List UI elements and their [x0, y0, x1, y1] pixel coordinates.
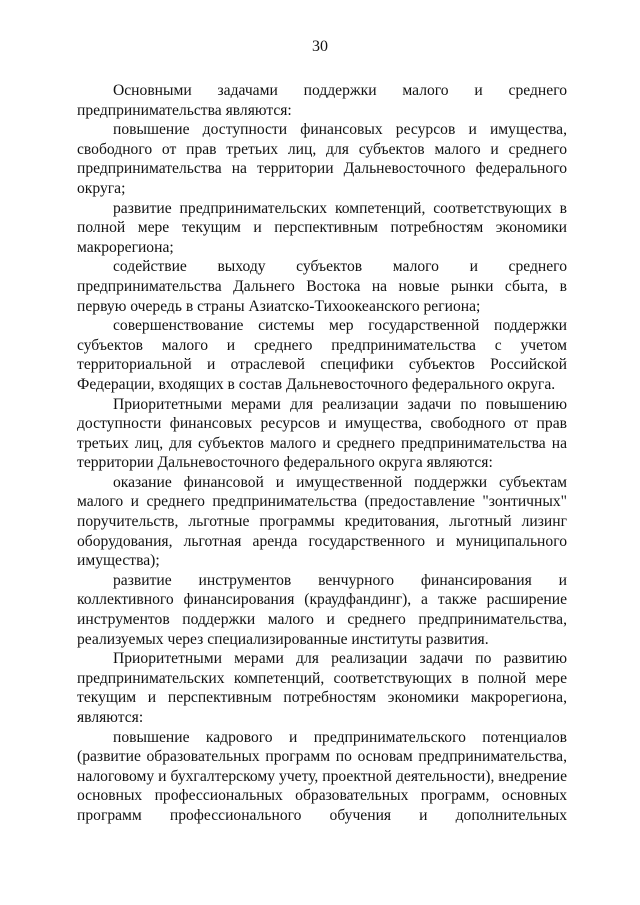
page-number: 30: [312, 38, 328, 55]
paragraph-8: развитие инструментов венчурного финансирования и коллективного финансирования (краудфандинг), а также расширение инструментов поддержки малого и среднего предпринимательства, реализуемых через специализированные институты развития.: [77, 571, 567, 648]
paragraph-6: Приоритетными мерами для реализации задачи по повышению доступности финансовых ресурсов и имущества, свободного от прав третьих лиц, для субъектов малого и среднего предпринимательства на территории Дальневосточного федерального округа являются:: [77, 395, 567, 472]
paragraph-9: Приоритетными мерами для реализации задачи по развитию предпринимательских компетенций, соответствующих в полной мере текущим и перспективным потребностям экономики макрорегиона, являются:: [77, 650, 567, 726]
paragraph-7: оказание финансовой и имущественной поддержки субъектам малого и среднего предпринимательства (предоставление "зонтичных" поручительств, льготные программы кредитования, льготный лизинг оборудования, льготная аренда государственного и муниципального имущества);: [77, 473, 567, 570]
paragraph-4: содействие выходу субъектов малого и среднего предпринимательства Дальнего Востока на новые рынки сбыта, в первую очередь в страны Азиатско-Тихоокеанского региона;: [77, 258, 567, 315]
paragraph-5: совершенствование системы мер государственной поддержки субъектов малого и среднего предпринимательства с учетом территориальной и отраслевой специфики субъектов Российской Федерации, входящих в состав Дальневосточного федерального округа.: [77, 317, 567, 393]
paragraph-2: повышение доступности финансовых ресурсов и имущества, свободного от прав третьих лиц, для субъектов малого и среднего предпринимательства на территории Дальневосточного федерального округа;: [77, 121, 567, 197]
paragraph-1: Основными задачами поддержки малого и среднего предпринимательства являются:: [77, 82, 567, 119]
paragraph-10: повышение кадрового и предпринимательского потенциалов (развитие образовательных программ по основам предпринимательства, налоговому и бухгалтерскому учету, проектной деятельности), внедрение основных профессиональных образовательных программ, основных программ профессионального обучения и дополнительных: [77, 728, 567, 824]
document-body: [77, 81, 567, 826]
paragraph-3: развитие предпринимательских компетенций, соответствующих в полной мере текущим и перспективным потребностям экономики макрорегиона;: [77, 199, 567, 256]
